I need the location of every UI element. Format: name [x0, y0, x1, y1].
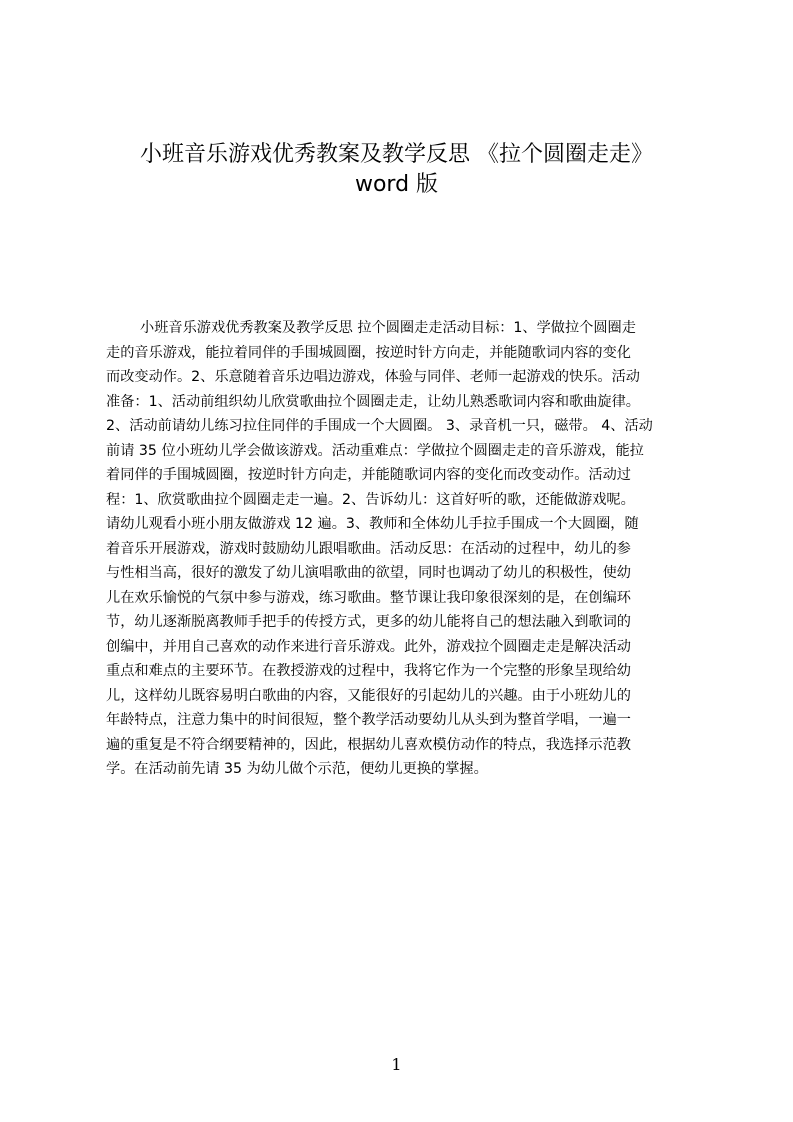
body-line: 准备：1、活动前组织幼儿欣赏歌曲拉个圆圈走走，让幼儿熟悉歌词内容和歌曲旋律。: [106, 393, 640, 410]
body-line: 年龄特点，注意力集中的时间很短，整个教学活动要幼儿从头到为整首学唱，一遍一: [106, 712, 631, 728]
body-line: 小班音乐游戏优秀教案及教学反思 拉个圆圈走走活动目标：1、学做拉个圆圈走: [140, 320, 636, 336]
body-line: 节，幼儿逐渐脱离教师手把手的传授方式，更多的幼儿能将自己的想法融入到歌词的: [106, 614, 631, 630]
body-line: 而改变动作。2、乐意随着音乐边唱边游戏，体验与同伴、老师一起游戏的快乐。活动: [106, 369, 640, 385]
body-line: 着音乐开展游戏，游戏时鼓励幼儿跟唱歌曲。活动反思：在活动的过程中，幼儿的参: [106, 540, 631, 557]
page-number: 1: [391, 1055, 402, 1074]
body-paragraph: [106, 316, 698, 826]
body-line: 儿，这样幼儿既容易明白歌曲的内容，又能很好的引起幼儿的兴趣。由于小班幼儿的: [106, 687, 631, 704]
document-title: [0, 140, 793, 200]
body-line: 创编中，并用自己喜欢的动作来进行音乐游戏。此外，游戏拉个圆圈走走是解决活动: [106, 638, 631, 655]
body-line: 着同伴的手围城圆圈，按逆时针方向走，并能随歌词内容的变化而改变动作。活动过: [106, 467, 631, 483]
body-line: 重点和难点的主要环节。在教授游戏的过程中，我将它作为一个完整的形象呈现给幼: [106, 663, 631, 679]
body-line: 请幼儿观看小班小朋友做游戏 12 遍。3、教师和全体幼儿手拉手围成一个大圆圈，随: [106, 516, 639, 532]
body-line: 程：1、欣赏歌曲拉个圆圈走走一遍。2、告诉幼儿：这首好听的歌，还能做游戏呢。: [106, 491, 635, 508]
body-line: 前请 35 位小班幼儿学会做该游戏。活动重难点：学做拉个圆圈走走的音乐游戏，能拉: [106, 442, 644, 459]
body-line: 与性相当高，很好的激发了幼儿演唱歌曲的欲望，同时也调动了幼儿的积极性，使幼: [106, 565, 631, 581]
body-line: 走的音乐游戏，能拉着同伴的手围城圆圈，按逆时针方向走，并能随歌词内容的变化: [106, 344, 631, 361]
body-line: 遍的重复是不符合纲要精神的，因此，根据幼儿喜欢模仿动作的特点，我选择示范教: [106, 736, 631, 753]
body-line: 2、活动前请幼儿练习拉住同伴的手围成一个大圆圈。 3、录音机一只，磁带。 4、活动: [106, 418, 653, 434]
body-line: 学。在活动前先请 35 为幼儿做个示范，便幼儿更换的掌握。: [106, 761, 488, 777]
title-line-1: 小班音乐游戏优秀教案及教学反思 《拉个圆圈走走》: [140, 142, 653, 167]
title-line-2: word 版: [354, 172, 439, 197]
body-line: 儿在欢乐愉悦的气氛中参与游戏，练习歌曲。整节课让我印象很深刻的是，在创编环: [106, 589, 631, 606]
